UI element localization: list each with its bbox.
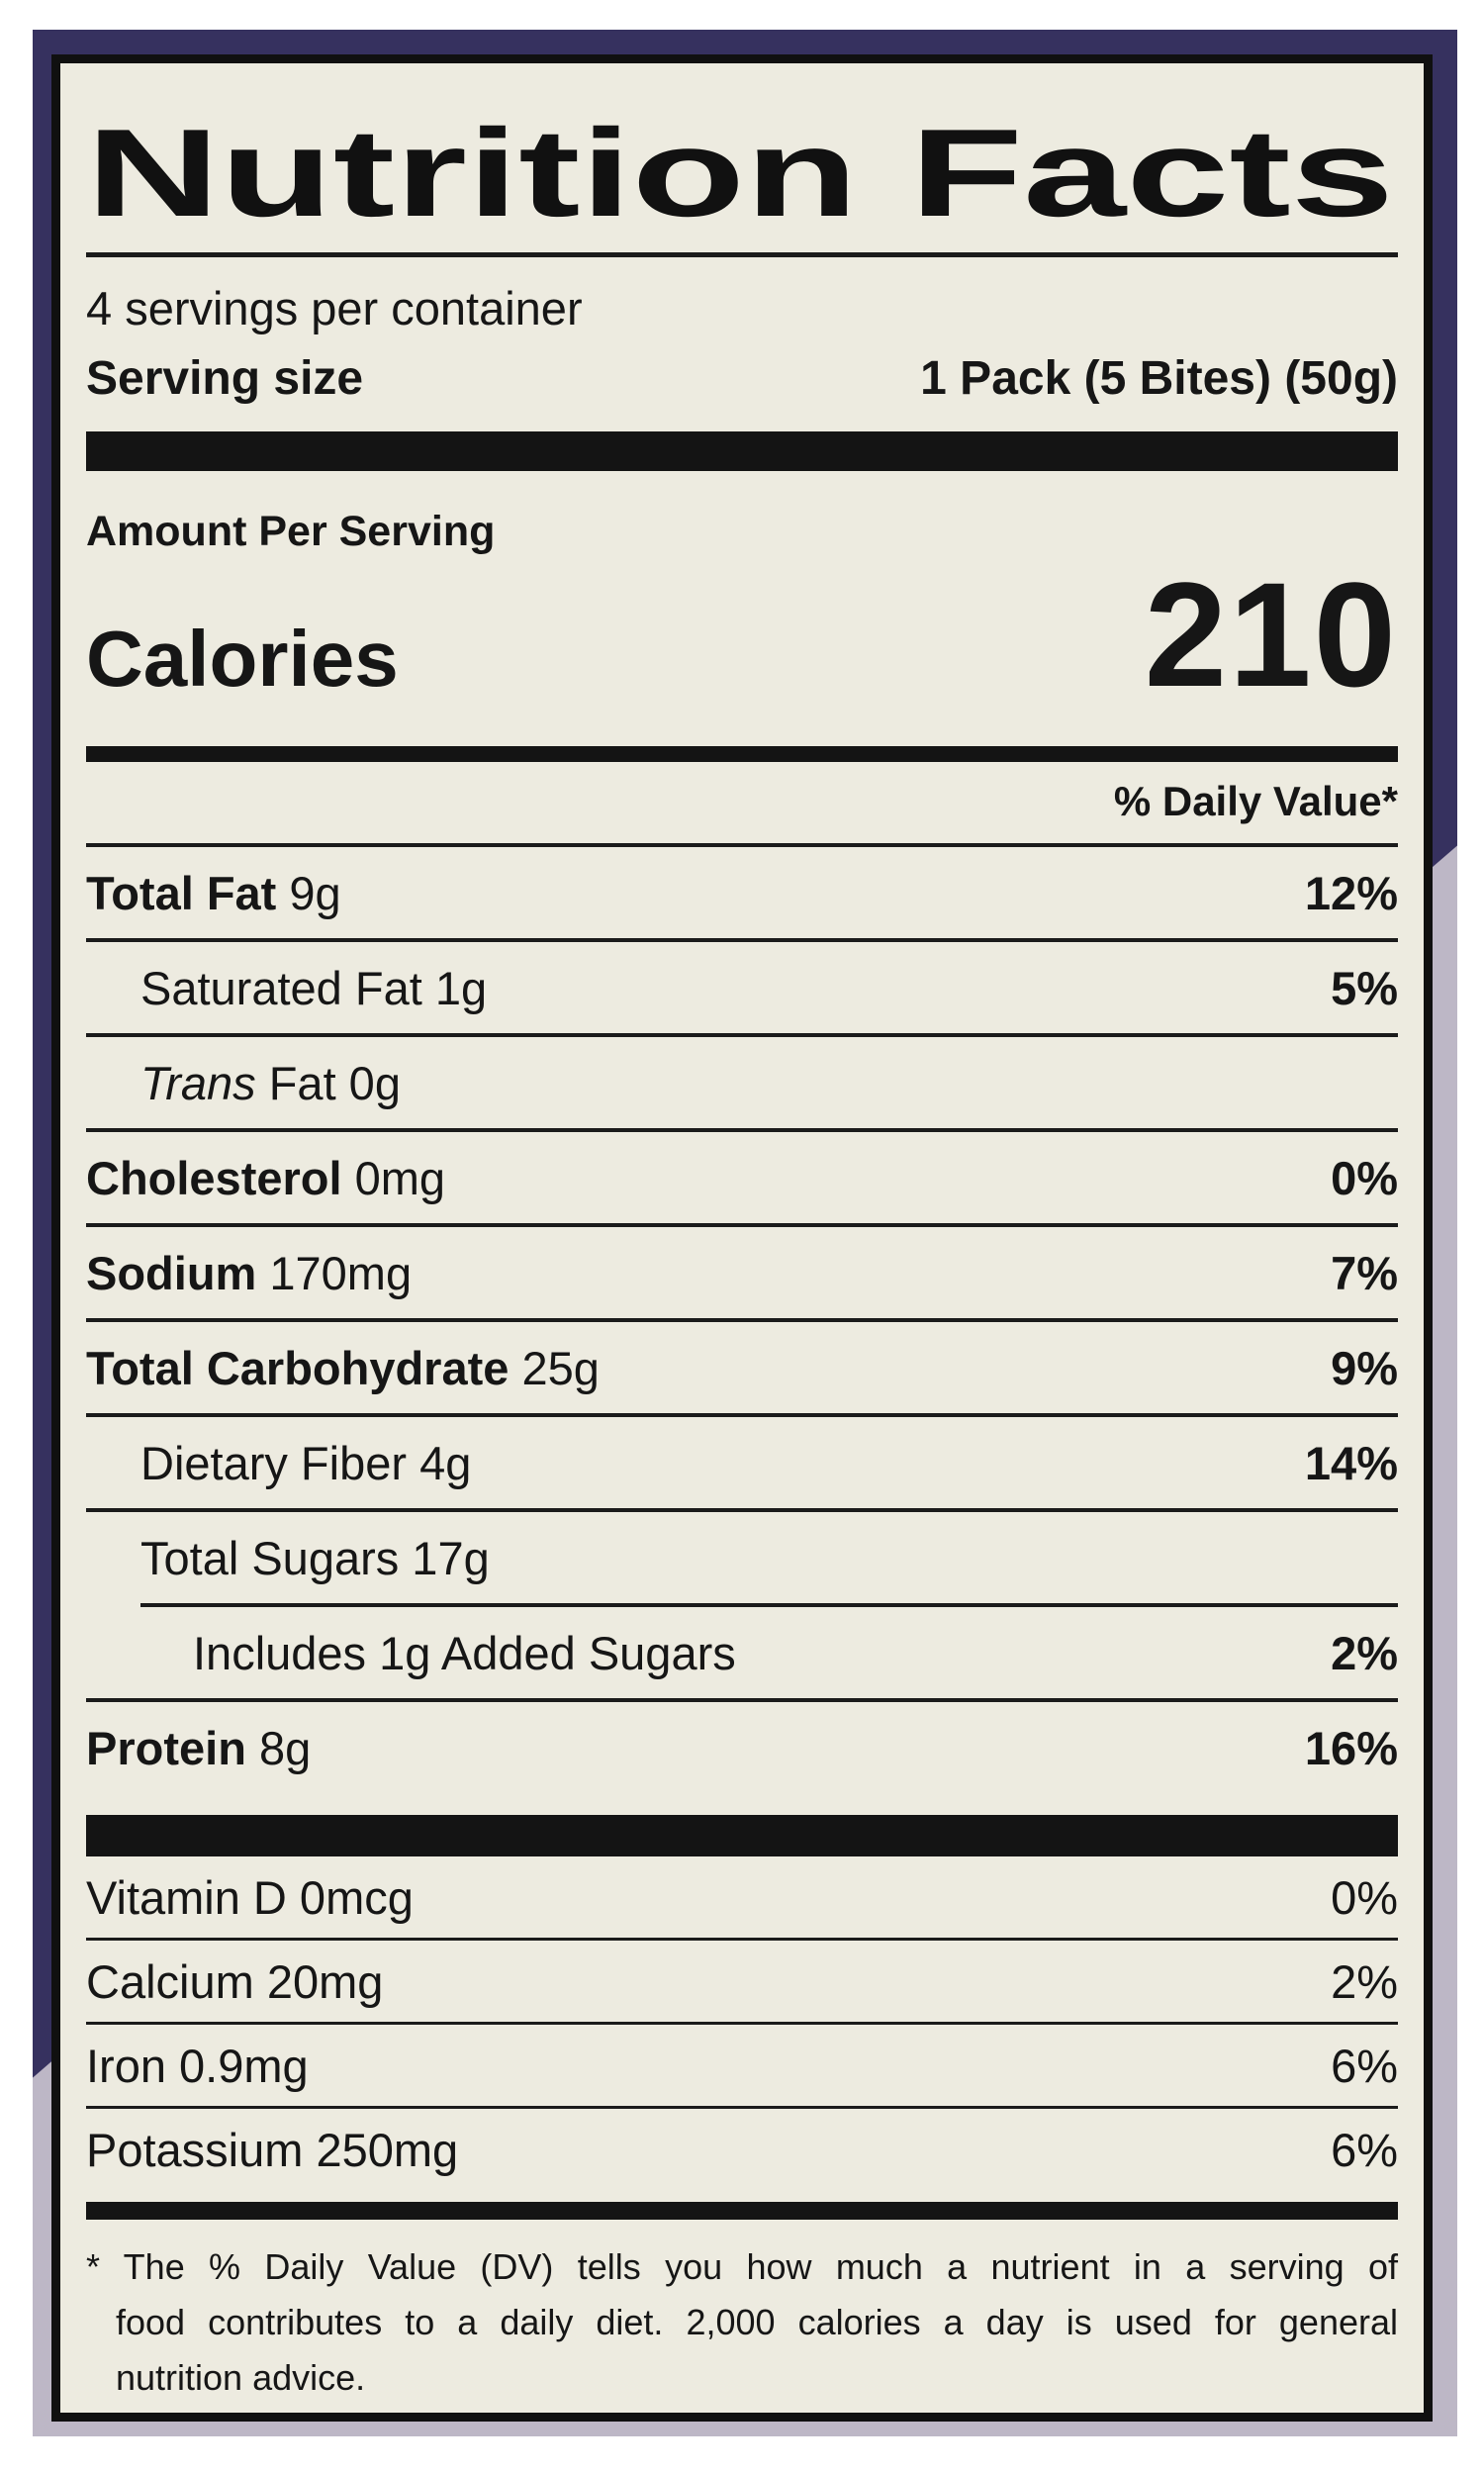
vitamin-dv: 0% <box>1331 1871 1398 1924</box>
nutrient-amount: Fat 0g <box>255 1057 401 1109</box>
nutrient-amount: 8g <box>245 1722 312 1774</box>
nutrition-facts-title: Nutrition Facts <box>86 105 1394 238</box>
nutrient-dv: 16% <box>1304 1722 1398 1774</box>
vitamin-row-iron <box>86 2022 1398 2106</box>
nutrient-row-added-sugars <box>86 1607 1398 1698</box>
nutrient-dv: 5% <box>1331 962 1398 1014</box>
nutrition-facts-label <box>51 54 1433 2422</box>
headline-wrap <box>86 105 1398 238</box>
nutrient-amount: Includes 1g Added Sugars <box>193 1627 736 1679</box>
nutrient-amount: Dietary Fiber 4g <box>140 1437 472 1489</box>
serving-size-row <box>86 350 1398 408</box>
nutrient-dv: 0% <box>1331 1152 1398 1204</box>
nutrient-amount: Total Sugars 17g <box>140 1532 490 1584</box>
thick-divider-bottom <box>86 2202 1398 2220</box>
vitamin-name: Calcium 20mg <box>86 1955 384 2008</box>
vitamin-name: Iron 0.9mg <box>86 2040 309 2092</box>
nutrient-row-cholesterol <box>86 1128 1398 1223</box>
nutrient-amount: 9g <box>276 867 341 919</box>
nutrient-dv: 14% <box>1304 1437 1398 1489</box>
serving-size-value: 1 Pack (5 Bites) (50g) <box>920 352 1398 405</box>
nutrient-amount: 0mg <box>341 1152 446 1204</box>
nutrient-row-sodium <box>86 1223 1398 1318</box>
medium-divider-calories <box>86 746 1398 762</box>
thick-divider-top <box>86 431 1398 471</box>
amount-per-serving-label: Amount Per Serving <box>86 508 496 555</box>
vitamin-row-calcium <box>86 1938 1398 2022</box>
nutrient-dv: 12% <box>1304 867 1398 919</box>
nutrient-amount: Saturated Fat 1g <box>140 962 488 1014</box>
nutrient-name: Trans <box>140 1057 256 1109</box>
vitamin-name: Potassium 250mg <box>86 2124 459 2176</box>
calories-row <box>86 551 1398 720</box>
footnote-line-3: nutrition advice. <box>116 2357 366 2398</box>
nutrient-amount: 170mg <box>256 1247 413 1299</box>
nutrient-dv: 9% <box>1331 1342 1398 1394</box>
vitamin-row-vitamin-d <box>86 1856 1398 1938</box>
nutrient-row-total-carbohydrate <box>86 1318 1398 1413</box>
nutrient-name: Protein <box>86 1722 246 1774</box>
daily-value-header: % Daily Value* <box>1113 778 1398 824</box>
vitamin-dv: 6% <box>1331 2124 1398 2176</box>
thick-divider-protein <box>86 1815 1398 1856</box>
nutrient-name: Total Carbohydrate <box>86 1342 510 1394</box>
calories-label: Calories <box>86 615 399 703</box>
footnote-line-2: food contributes to a daily diet. 2,000 calories a day is used for general <box>116 2302 1398 2342</box>
title-divider <box>86 252 1398 257</box>
footnote-line-1: * The % Daily Value (DV) tells you how much a nutrient in a serving of <box>86 2246 1398 2287</box>
nutrient-row-total-fat <box>86 843 1398 938</box>
serving-size-label: Serving size <box>86 352 364 405</box>
footnote <box>86 2239 1398 2406</box>
nutrient-dv: 7% <box>1331 1247 1398 1299</box>
nutrient-row-total-sugars <box>86 1508 1398 1603</box>
package-photo-background <box>33 30 1457 2436</box>
nutrient-row-protein <box>86 1698 1398 1793</box>
vitamin-dv: 2% <box>1331 1955 1398 2008</box>
vitamin-name: Vitamin D 0mcg <box>86 1871 414 1924</box>
nutrient-rows <box>86 843 1398 1793</box>
calories-value: 210 <box>1144 551 1398 717</box>
vitamin-dv: 6% <box>1331 2040 1398 2092</box>
nutrient-row-dietary-fiber <box>86 1413 1398 1508</box>
vitamin-rows <box>86 1856 1398 2190</box>
servings-per-container: 4 servings per container <box>86 282 583 334</box>
nutrient-amount: 25g <box>509 1342 600 1394</box>
nutrient-name: Sodium <box>86 1247 257 1299</box>
nutrient-row-saturated-fat <box>86 938 1398 1033</box>
nutrient-row-trans-fat <box>86 1033 1398 1128</box>
nutrient-name: Total Fat <box>86 867 277 919</box>
vitamin-row-potassium <box>86 2106 1398 2190</box>
nutrient-dv: 2% <box>1331 1627 1398 1679</box>
nutrient-name: Cholesterol <box>86 1152 342 1204</box>
